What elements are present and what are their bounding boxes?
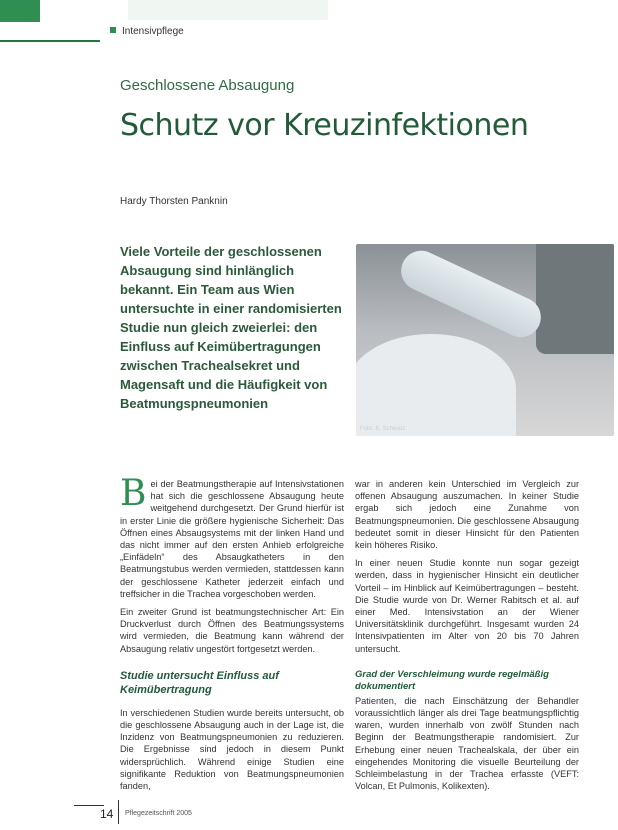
article-photo (356, 244, 614, 436)
section-marker-icon (110, 27, 116, 33)
section-label-text: Intensivpflege (122, 26, 184, 37)
article-author: Hardy Thorsten Panknin (120, 196, 228, 207)
header-color-bar (0, 0, 40, 22)
body-paragraph: war in anderen kein Unterschied im Vergleich zur offenen Absaugung auszumachen. In keiner Studie ergab sich jedoch eine Zunahme von Beatmungspneumonien. Die geschlossene Absaugung bedeutet somit in dieser Hinsicht für den Patienten kein höheres Risiko. (355, 479, 579, 551)
article-kicker: Geschlossene Absaugung (120, 77, 295, 94)
photo-caption: Foto: K. Schwarz (360, 426, 406, 432)
body-column-2 (355, 478, 579, 798)
subheading: Studie untersucht Einfluss auf Keimübertragung (120, 669, 279, 696)
header-color-band (128, 0, 328, 20)
body-paragraph: Ein zweiter Grund ist beatmungstechnischer Art: Ein Druckverlust durch Öffnen des Beatmungssystems wird vermieden, die Beatmung kann während der Absaugung relativ ungestört fortgesetzt werden. (120, 607, 344, 654)
body-paragraph (120, 473, 344, 600)
body-column-1 (120, 473, 344, 798)
article-title: Schutz vor Kreuzinfektionen (120, 108, 529, 143)
subheading: Grad der Verschleimung wurde regelmäßig dokumentiert (355, 668, 549, 692)
header-rule (0, 40, 100, 42)
photo-tube-shape (395, 244, 548, 344)
footer-rule (74, 805, 104, 806)
article-lead: Viele Vorteile der geschlossenen Absaugung sind hinlänglich bekannt. Ein Team aus Wien untersuchte in einer randomisierten Studie nun gleich zweierlei: den Einfluss auf Keimübertragungen zwischen Trachealsekret und Magensaft und die Häufigkeit von Beatmungspneumonien (120, 244, 342, 411)
footer-divider (118, 800, 119, 824)
footer-journal: Pflegezeitschrift 2005 (125, 810, 192, 817)
body-paragraph: In einer neuen Studie konnte nun sogar gezeigt werden, dass in hygienischer Hinsicht ein deutlicher Vorteil – im Hinblick auf Keimübertragungen – besteht. Die Studie wurde von Dr. Werner Rabitsch et al. auf einer Med. Intensivstation an der Wiener Universitätsklinik durchgeführt. Insgesamt wurden 24 Intensivpatienten im Alter von 20 bis 70 Jahren untersucht. (355, 558, 579, 654)
photo-background-shape (536, 244, 614, 354)
paragraph-text: ei der Beatmungstherapie auf Intensivstationen hat sich die geschlossene Absaugung heute weitgehend durchgesetzt. Der Grund hierfür ist in erster Linie die größere hygienische Sicherheit: Das Öffnen eines Absaugsystems mit der linken Hand und das nicht immer auf den ersten Anhieb erfolgreiche „Einfädeln“ des Absaugkatheters in den Beatmungstubus werden vermieden, stattdessen kann der geschlossene Katheter jederzeit einfach und treffsicher in die Trachea vorgeschoben werden. (120, 479, 344, 599)
body-paragraph: Patienten, die nach Einschätzung der Behandler voraussichtlich länger als drei Tage beatmungspflichtig waren, wurden innerhalb von zwölf Stunden nach Beginn der Beatmungstherapie randomisiert. Zur Erhebung einer neuen Trachealskala, der über ein eingehendes Monitoring die visuelle Beurteilung der Schleimbelastung in der Trachea erfasste (VEFT: Volcan, Et Pulmonis, Kolikexten). (355, 695, 579, 792)
drop-cap: B (120, 473, 147, 514)
section-label (110, 26, 184, 37)
page-number: 14 (100, 807, 114, 821)
body-paragraph: In verschiedenen Studien wurde bereits untersucht, ob die geschlossene Absaugung auch in der Lage ist, die Inzidenz von Beatmungspneumonien zu reduzieren. Die Ergebnisse sind jedoch in diesem Punkt widersprüchlich. Während einige Studien eine signifikante Reduktion von Beatmungspneumonien fanden, (120, 707, 344, 792)
photo-glove-shape (356, 334, 516, 436)
